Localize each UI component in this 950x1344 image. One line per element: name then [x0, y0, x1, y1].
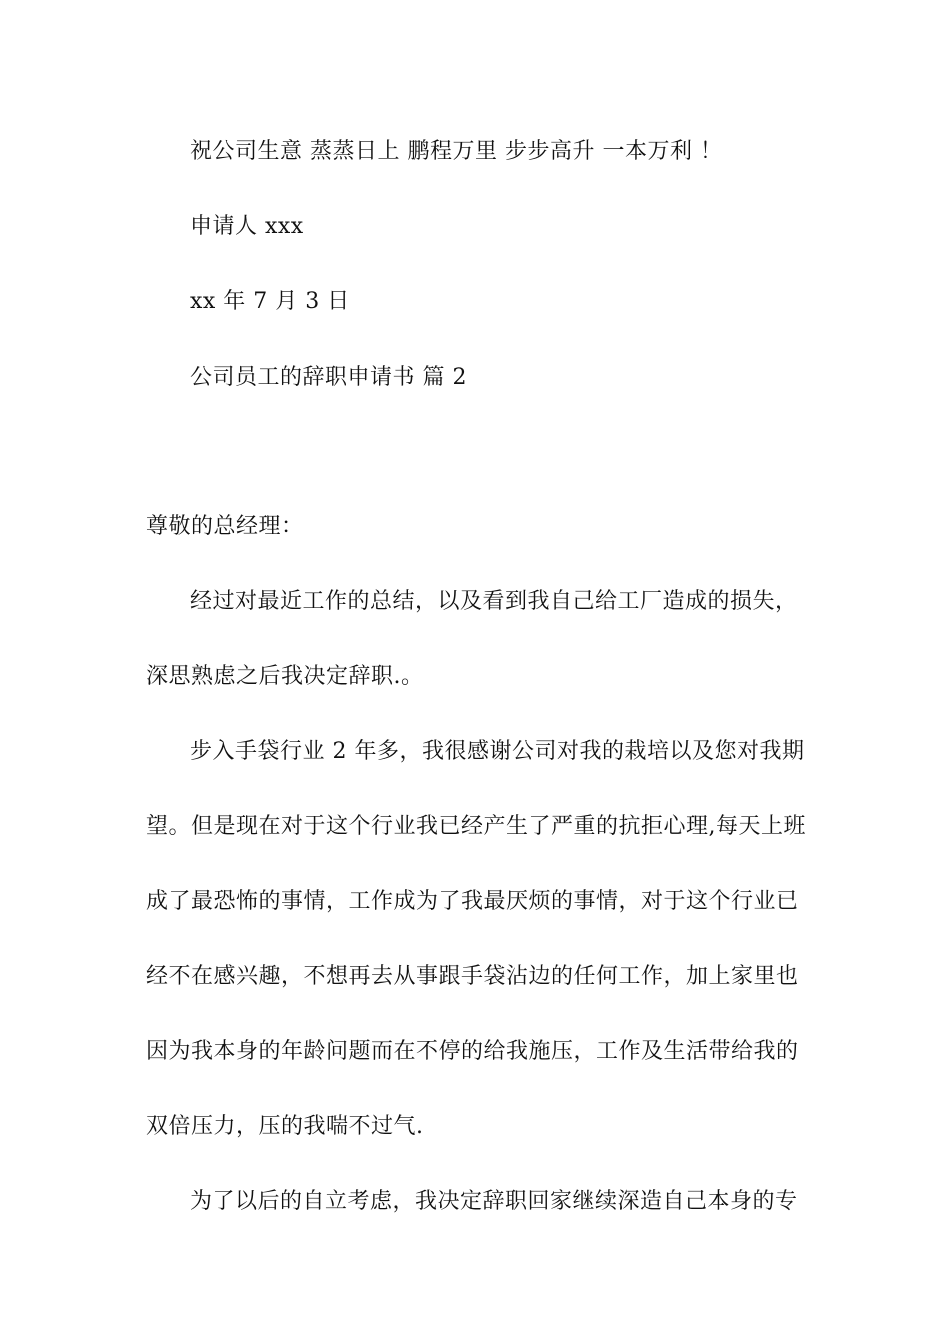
- closing-wishes: 祝公司生意 蒸蒸日上 鹏程万里 步步高升 一本万利 ！: [190, 139, 723, 164]
- paragraph-line: 经不在感兴趣，不想再去从事跟手袋沾边的任何工作，加上家里也: [146, 964, 799, 989]
- signature-line: 申请人 xxx: [190, 214, 304, 239]
- paragraph-line: 望。但是现在对于这个行业我已经产生了严重的抗拒心理,每天上班: [146, 814, 806, 839]
- paragraph-line: 成了最恐怖的事情，工作成为了我最厌烦的事情，对于这个行业已: [146, 889, 799, 914]
- paragraph-line: 因为我本身的年龄问题而在不停的给我施压，工作及生活带给我的: [146, 1039, 799, 1064]
- date-line: xx 年 7 月 3 日: [190, 289, 350, 314]
- paragraph-line: 双倍压力，压的我喘不过气.: [146, 1114, 424, 1139]
- salutation: 尊敬的总经理：: [146, 514, 304, 539]
- paragraph-line: 为了以后的自立考虑，我决定辞职回家继续深造自己本身的专: [190, 1189, 798, 1214]
- paragraph-line: 深思熟虑之后我决定辞职.。: [146, 664, 424, 689]
- paragraph-line: 步入手袋行业 2 年多，我很感谢公司对我的栽培以及您对我期: [190, 739, 805, 764]
- section-title: 公司员工的辞职申请书 篇 2: [190, 365, 467, 390]
- paragraph-line: 经过对最近工作的总结，以及看到我自己给工厂造成的损失，: [190, 589, 798, 614]
